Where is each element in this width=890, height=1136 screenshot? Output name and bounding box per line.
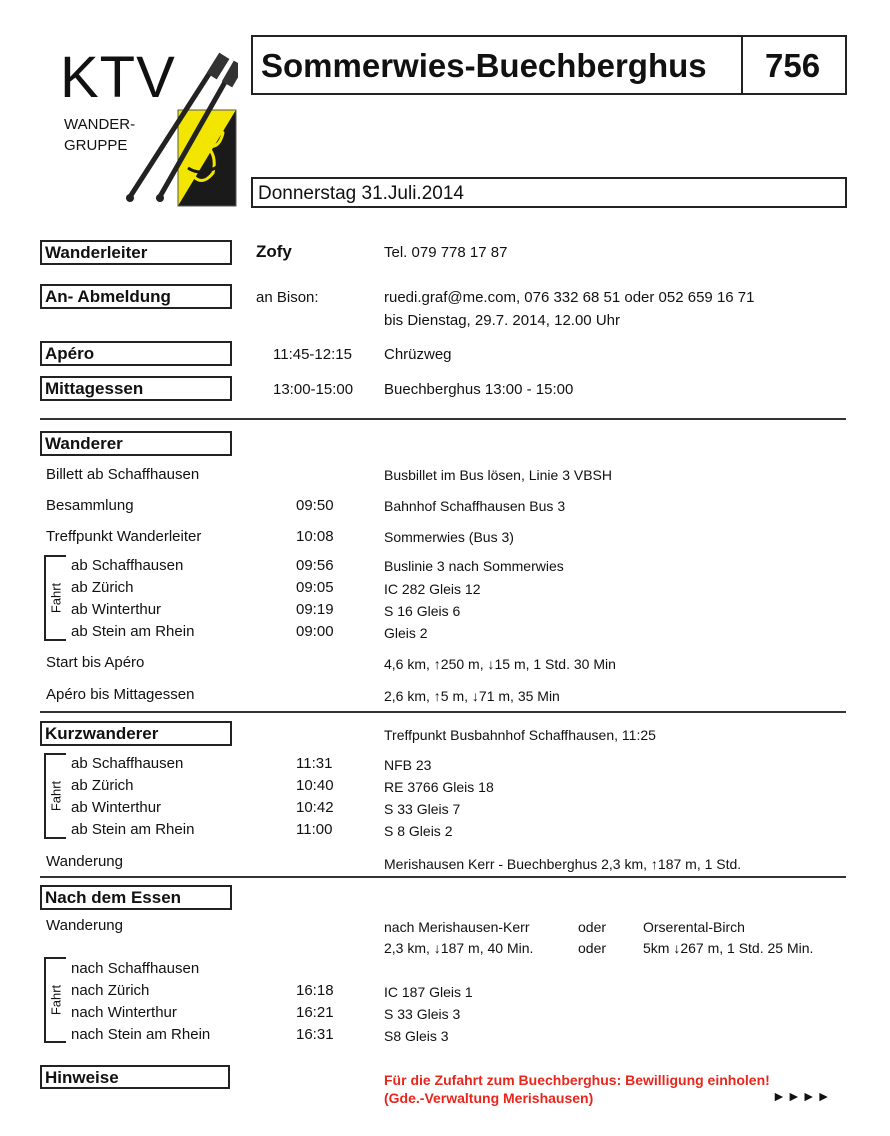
wanderleiter-tel: Tel. 079 778 17 87: [384, 244, 508, 261]
fahrt-info: Gleis 2: [384, 625, 428, 641]
kurz-wanderung-label: Wanderung: [46, 853, 123, 870]
fahrt-from: ab Zürich: [71, 579, 134, 596]
treffpunkt-info: Sommerwies (Bus 3): [384, 529, 514, 545]
fahrt-from: ab Stein am Rhein: [71, 623, 195, 640]
wanderleiter-label: Wanderleiter: [40, 240, 232, 265]
treffpunkt-label: Treffpunkt Wanderleiter: [46, 528, 202, 545]
anmeldung-deadline: bis Dienstag, 29.7. 2014, 12.00 Uhr: [384, 312, 620, 329]
nach-essen-label: Nach dem Essen: [40, 885, 232, 910]
wanderung-option-a-detail: 2,3 km, ↓187 m, 40 Min.: [384, 940, 534, 956]
mittagessen-label: Mittagessen: [40, 376, 232, 401]
fahrt-info: Buslinie 3 nach Sommerwies: [384, 558, 564, 574]
besammlung-time: 09:50: [296, 497, 334, 514]
treffpunkt-time: 10:08: [296, 528, 334, 545]
fahrt-info: IC 187 Gleis 1: [384, 984, 473, 1000]
fahrt-bracket: [44, 957, 66, 1043]
billett-label: Billett ab Schaffhausen: [46, 466, 200, 483]
ktv-logo: [58, 45, 238, 208]
fahrt-info: RE 3766 Gleis 18: [384, 779, 494, 795]
kurzwanderer-label: Kurzwanderer: [40, 721, 232, 746]
fahrt-time: 09:05: [296, 579, 334, 596]
wanderung-option-b-detail: 5km ↓267 m, 1 Std. 25 Min.: [643, 940, 814, 956]
fahrt-from: nach Schaffhausen: [71, 960, 200, 977]
fahrt-time: 10:40: [296, 777, 334, 794]
fahrt-from: ab Schaffhausen: [71, 755, 184, 772]
wanderung-option-a: nach Merishausen-Kerr: [384, 919, 530, 935]
fahrt-info: S 33 Gleis 7: [384, 801, 461, 817]
fahrt-label: Fahrt: [48, 780, 64, 812]
fahrt-time: 09:00: [296, 623, 334, 640]
anmeldung-who: an Bison:: [256, 289, 319, 306]
fahrt-from: nach Stein am Rhein: [71, 1026, 211, 1043]
fahrt-info: NFB 23: [384, 757, 432, 773]
wanderung-oder: oder: [578, 919, 607, 935]
logo-line2: GRUPPE: [64, 137, 128, 154]
fahrt-from: nach Winterthur: [71, 1004, 177, 1021]
hiking-poles-crest-icon: [88, 48, 238, 208]
divider: [40, 711, 846, 713]
besammlung-info: Bahnhof Schaffhausen Bus 3: [384, 498, 566, 514]
divider: [40, 418, 846, 420]
nach-essen-wanderung-label: Wanderung: [46, 917, 123, 934]
fahrt-info: S 33 Gleis 3: [384, 1006, 461, 1022]
fahrt-from: ab Stein am Rhein: [71, 821, 195, 838]
apero-label: Apéro: [40, 341, 232, 366]
besammlung-label: Besammlung: [46, 497, 134, 514]
fahrt-time: 09:56: [296, 557, 334, 574]
fahrt-time: 11:00: [296, 821, 333, 838]
hinweis-line2: (Gde.-Verwaltung Merishausen): [384, 1090, 594, 1106]
tour-number: 756: [765, 47, 821, 84]
fahrt-bracket: [44, 555, 66, 641]
date-box: [251, 177, 847, 208]
start-apero-info: 4,6 km, ↑250 m, ↓15 m, 1 Std. 30 Min: [384, 656, 616, 672]
fahrt-info: IC 282 Gleis 12: [384, 581, 481, 597]
apero-place: Chrüzweg: [384, 346, 452, 363]
fahrt-from: ab Zürich: [71, 777, 134, 794]
next-page-arrows-icon: ►►►►: [772, 1088, 832, 1104]
divider: [40, 876, 846, 878]
fahrt-from: ab Winterthur: [71, 601, 162, 618]
start-apero-label: Start bis Apéro: [46, 654, 145, 671]
fahrt-time: 16:31: [296, 1026, 334, 1043]
logo-line1: WANDER-: [64, 116, 136, 133]
fahrt-time: 16:21: [296, 1004, 334, 1021]
apero-time: 11:45-12:15: [273, 346, 352, 363]
tour-date: Donnerstag 31.Juli.2014: [258, 183, 464, 204]
billett-info: Busbillet im Bus lösen, Linie 3 VBSH: [384, 467, 612, 483]
wanderer-label: Wanderer: [40, 431, 232, 456]
fahrt-info: S8 Gleis 3: [384, 1028, 449, 1044]
fahrt-bracket: [44, 753, 66, 839]
wanderleiter-name: Zofy: [256, 242, 292, 261]
fahrt-from: nach Zürich: [71, 982, 150, 999]
fahrt-label: Fahrt: [48, 582, 64, 614]
page-title: Sommerwies-Buechberghus: [261, 47, 707, 84]
wanderung-option-b: Orserental-Birch: [643, 919, 745, 935]
kurzwanderer-treffpunkt: Treffpunkt Busbahnhof Schaffhausen, 11:25: [384, 727, 656, 743]
hinweise-label: Hinweise: [40, 1065, 230, 1089]
fahrt-time: 11:31: [296, 755, 333, 772]
anmeldung-label: An- Abmeldung: [40, 284, 232, 309]
title-box: [251, 35, 847, 95]
fahrt-time: 16:18: [296, 982, 334, 999]
apero-mittag-label: Apéro bis Mittagessen: [46, 686, 195, 703]
logo-letters: KTV: [60, 45, 176, 110]
fahrt-time: 10:42: [296, 799, 334, 816]
fahrt-from: ab Winterthur: [71, 799, 162, 816]
mittagessen-place: Buechberghus 13:00 - 15:00: [384, 381, 574, 398]
kurz-wanderung-info: Merishausen Kerr - Buechberghus 2,3 km, ↑187 m, 1 Std.: [384, 856, 742, 872]
fahrt-from: ab Schaffhausen: [71, 557, 184, 574]
hinweis-line1: Für die Zufahrt zum Buechberghus: Bewilligung einholen!: [384, 1072, 770, 1088]
wanderung-oder: oder: [578, 940, 607, 956]
fahrt-info: S 8 Gleis 2: [384, 823, 453, 839]
fahrt-time: 09:19: [296, 601, 334, 618]
fahrt-info: S 16 Gleis 6: [384, 603, 461, 619]
fahrt-label: Fahrt: [48, 984, 64, 1016]
apero-mittag-info: 2,6 km, ↑5 m, ↓71 m, 35 Min: [384, 688, 560, 704]
mittagessen-time: 13:00-15:00: [273, 381, 354, 398]
anmeldung-contact: ruedi.graf@me.com, 076 332 68 51 oder 052 659 16 71: [384, 289, 755, 306]
